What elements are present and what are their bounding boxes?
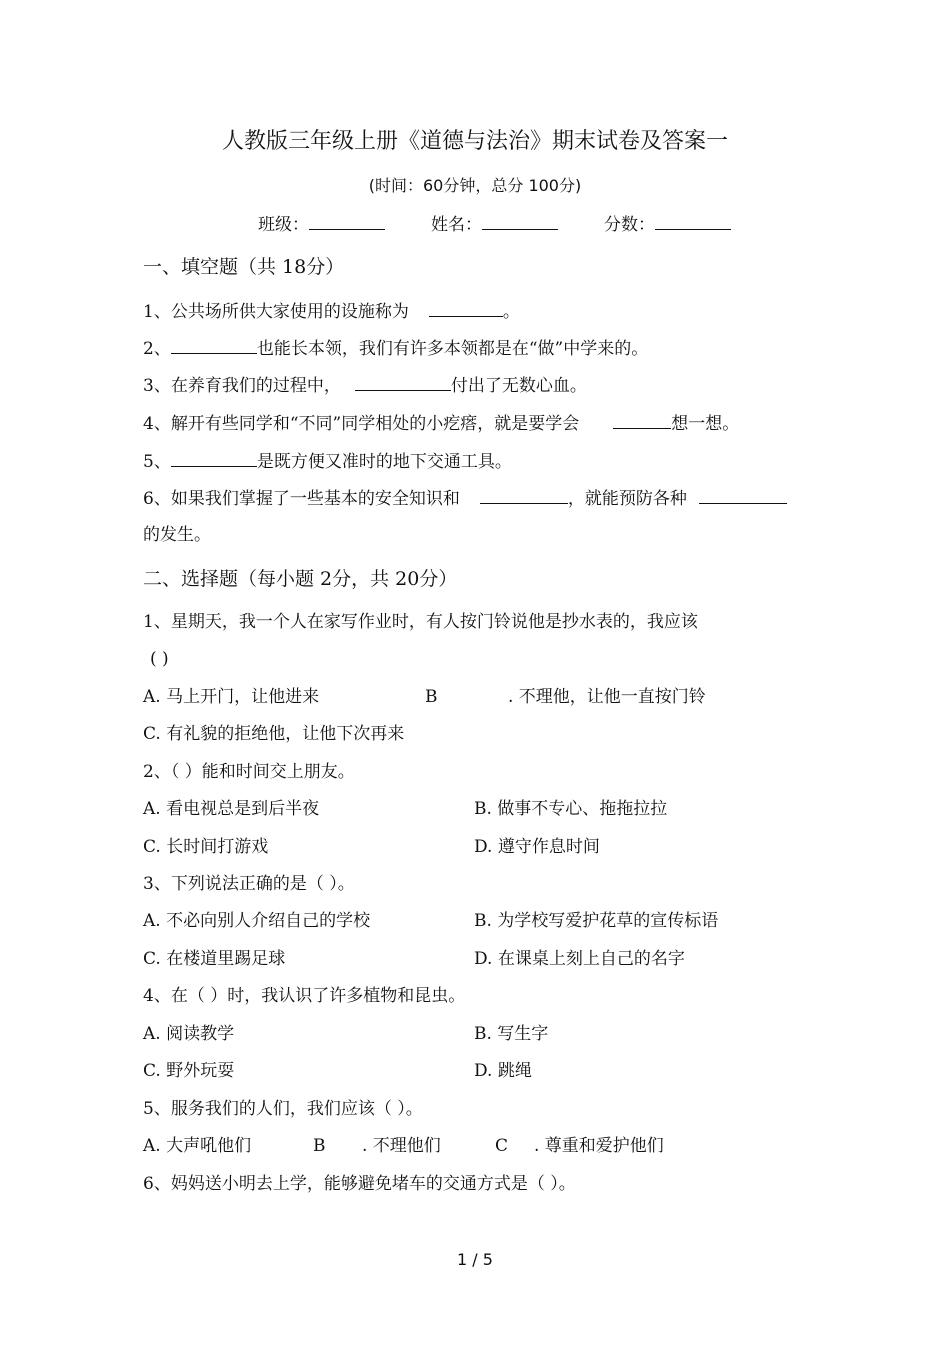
answer-blank <box>480 486 568 504</box>
answer-blank <box>355 373 451 391</box>
class-field <box>258 212 385 236</box>
question-text: 付出了无数心血。 <box>450 376 587 396</box>
question-text: 5、 <box>143 452 171 472</box>
option-b-letter: B <box>313 1136 326 1156</box>
fill-question <box>143 486 787 510</box>
fill-question <box>143 411 739 435</box>
option-b: . 不理他们 <box>362 1136 441 1156</box>
fill-question <box>143 373 587 397</box>
name-label: 姓名： <box>431 215 482 235</box>
name-field <box>431 212 558 236</box>
page-title: 人教版三年级上册《道德与法治》期末试卷及答案一 <box>221 129 728 154</box>
option-b: B. 写生字 <box>474 1024 549 1044</box>
option-c: C. 野外玩耍 <box>143 1061 235 1081</box>
option-b: B. 为学校写爱护花草的宣传标语 <box>474 911 719 931</box>
fill-question <box>143 336 648 360</box>
option-c: C. 有礼貌的拒绝他，让他下次再来 <box>143 724 405 744</box>
class-blank <box>309 212 385 230</box>
class-label: 班级： <box>258 215 309 235</box>
option-c-letter: C <box>495 1136 509 1156</box>
option-c: . 尊重和爱护他们 <box>534 1136 664 1156</box>
question-text: 。 <box>502 302 520 322</box>
fill-question <box>143 449 512 473</box>
choice-question: 3、下列说法正确的是（ ）。 <box>143 874 355 894</box>
choice-question: 6、妈妈送小明去上学，能够避免堵车的交通方式是（ ）。 <box>143 1174 576 1194</box>
answer-parentheses: ( ) <box>150 649 169 669</box>
option-a: A. 马上开门，让他进来 <box>143 687 320 707</box>
answer-blank <box>171 449 257 467</box>
question-text: 6、如果我们掌握了一些基本的安全知识和 <box>143 489 460 509</box>
choice-question: 2、（ ）能和时间交上朋友。 <box>143 762 355 782</box>
choice-question: 4、在（ ）时，我认识了许多植物和昆虫。 <box>143 986 466 1006</box>
question-text: 4、解开有些同学和“不同”同学相处的小疙瘩，就是要学会 <box>143 414 580 434</box>
option-a: A. 不必向别人介绍自己的学校 <box>143 911 371 931</box>
choice-question: 5、服务我们的人们，我们应该（ ）。 <box>143 1099 423 1119</box>
question-text: 是既方便又准时的地下交通工具。 <box>256 452 512 472</box>
option-c: C. 长时间打游戏 <box>143 837 269 857</box>
choice-question: 1、星期天，我一个人在家写作业时，有人按门铃说他是抄水表的，我应该 <box>143 612 698 632</box>
option-b: B. 做事不专心、拖拖拉拉 <box>474 799 668 819</box>
question-text: ，就能预防各种 <box>567 489 687 509</box>
fill-question <box>143 299 520 323</box>
option-a: A. 大声吼他们 <box>143 1136 252 1156</box>
option-b-letter: B <box>425 687 438 707</box>
answer-blank <box>699 486 787 504</box>
question-text: 1、公共场所供大家使用的设施称为 <box>143 302 409 322</box>
question-text: 想一想。 <box>671 414 740 434</box>
question-text: 3、在养育我们的过程中， <box>143 376 341 396</box>
option-c: C. 在楼道里踢足球 <box>143 949 286 969</box>
section-heading: 一、填空题（共 18分） <box>143 256 345 278</box>
option-d: D. 遵守作息时间 <box>474 837 600 857</box>
answer-blank <box>613 411 671 429</box>
section-heading: 二、选择题（每小题 2分，共 20分） <box>143 568 458 590</box>
name-blank <box>482 212 558 230</box>
score-field <box>604 212 731 236</box>
exam-time-info: (时间：60分钟，总分 100分) <box>368 176 582 195</box>
score-blank <box>655 212 731 230</box>
question-text: 也能长本领，我们有许多本领都是在“做”中学来的。 <box>256 339 649 359</box>
option-a: A. 阅读教学 <box>143 1024 235 1044</box>
option-a: A. 看电视总是到后半夜 <box>143 799 320 819</box>
option-d: D. 在课桌上刻上自己的名字 <box>474 949 685 969</box>
page-number: 1 / 5 <box>457 1250 493 1269</box>
answer-blank <box>429 299 503 317</box>
option-b: . 不理他，让他一直按门铃 <box>508 687 706 707</box>
question-text: 2、 <box>143 339 171 359</box>
question-continuation: 的发生。 <box>143 525 211 545</box>
option-d: D. 跳绳 <box>474 1061 532 1081</box>
answer-blank <box>171 336 257 354</box>
score-label: 分数： <box>604 215 655 235</box>
